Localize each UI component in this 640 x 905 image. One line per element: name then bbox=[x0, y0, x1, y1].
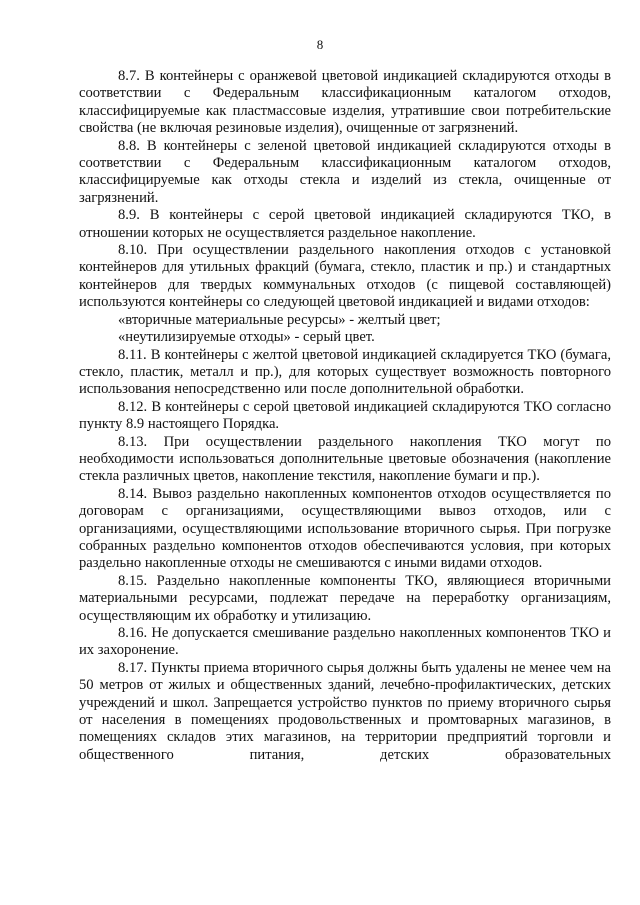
paragraph-8-15: 8.15. Раздельно накопленные компоненты ТКО, являющиеся вторичными материальными ресурсами, подлежат передаче на переработку организациям, осуществляющим их обработку и утилизацию. bbox=[79, 572, 611, 624]
paragraph-8-17: 8.17. Пункты приема вторичного сырья должны быть удалены не менее чем на 50 метров от жилых и общественных зданий, лечебно-профилактических, детских учреждений и школ. Запрещается устройство пунктов по приему вторичного сырья от населения в помещениях продовольственных и промтоварных магазинов, в помещениях складов этих магазинов, на территории предприятий торговли и общественного питания, детских образовательных bbox=[79, 659, 611, 763]
paragraph-8-8: 8.8. В контейнеры с зеленой цветовой индикацией складируются отходы в соответствии с Федеральным классификационным каталогом отходов, классифицируемые как отходы стекла и изделий из стекла, очищенные от загрязнений. bbox=[79, 137, 611, 206]
paragraph-8-9: 8.9. В контейнеры с серой цветовой индикацией складируются ТКО, в отношении которых не осуществляется раздельное накопление. bbox=[79, 207, 611, 241]
paragraph-8-7: 8.7. В контейнеры с оранжевой цветовой индикацией складируются отходы в соответствии с Федеральным классификационным каталогом отходов, классифицируемые как пластмассовые изделия, утратившие свои потребительские свойства (не включая резиновые изделия), очищенные от загрязнений. bbox=[79, 68, 611, 137]
paragraph-8-10: 8.10. При осуществлении раздельного накопления отходов с установкой контейнеров для утильных фракций (бумага, стекло, пластик и пр.) и стандартных контейнеров для твердых коммунальных отходов (с пищевой составляющей) используются контейнеры со следующей цветовой индикацией и видами отходов: bbox=[79, 242, 611, 311]
paragraph-8-16: 8.16. Не допускается смешивание раздельно накопленных компонентов ТКО и их захоронение. bbox=[79, 625, 611, 659]
document-body bbox=[79, 68, 611, 764]
paragraph-8-14: 8.14. Вывоз раздельно накопленных компонентов отходов осуществляется по договорам с организациями, осуществляющими вывоз отходов, или с организациями, осуществляющими использование вторичного сырья. При погрузке собранных раздельно компонентов отходов обеспечиваются условия, при которых раздельно накопленные отходы не смешиваются с иными видами отходов. bbox=[79, 485, 611, 572]
list-item-recyclable: «вторичные материальные ресурсы» - желтый цвет; bbox=[118, 311, 441, 328]
list-item-non-recyclable: «неутилизируемые отходы» - серый цвет. bbox=[118, 329, 375, 346]
paragraph-8-13: 8.13. При осуществлении раздельного накопления ТКО могут по необходимости использоваться дополнительные цветовые обозначения (накопление стекла различных цветов, накопление текстиля, накопление бумаги и пр.). bbox=[79, 433, 611, 485]
paragraph-8-12: 8.12. В контейнеры с серой цветовой индикацией складируются ТКО согласно пункту 8.9 настоящего Порядка. bbox=[79, 398, 611, 433]
paragraph-8-11: 8.11. В контейнеры с желтой цветовой индикацией складируется ТКО (бумага, стекло, пластик, металл и пр.), для которых существует возможность повторного использования непосредственно или после дополнительной обработки. bbox=[79, 346, 611, 398]
page-number: 8 bbox=[316, 37, 324, 52]
